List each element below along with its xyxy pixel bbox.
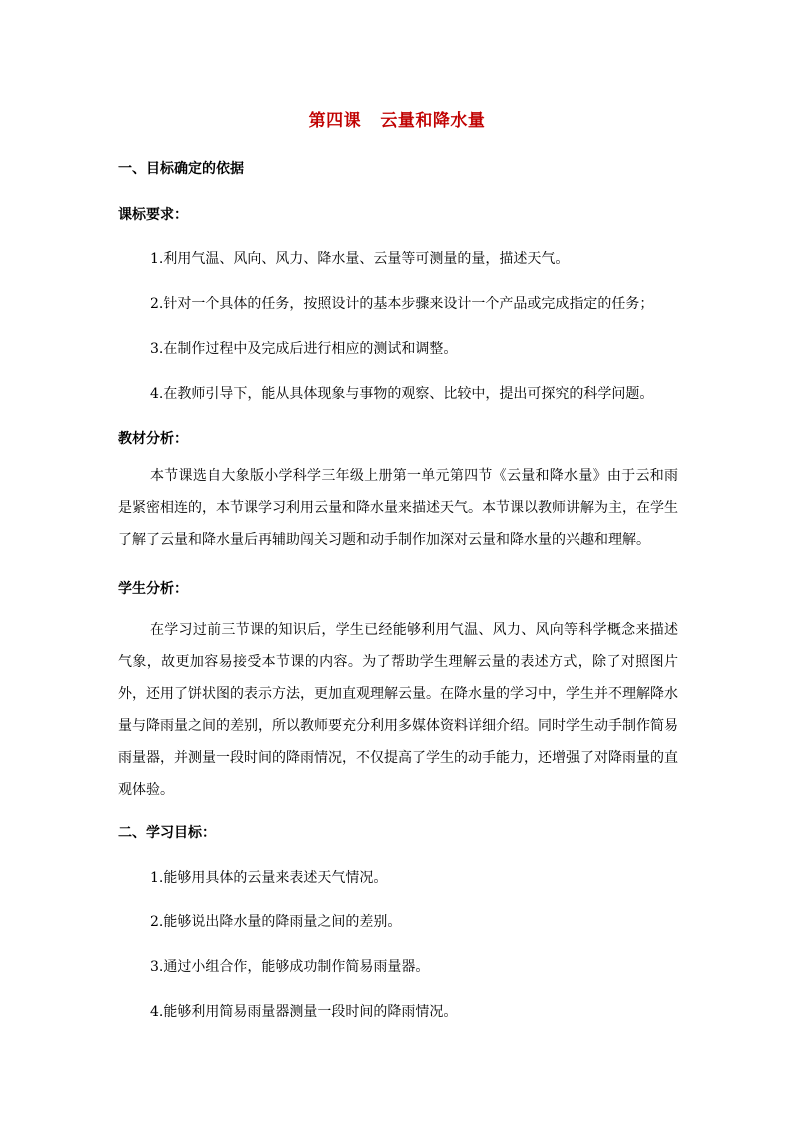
curriculum-item-4: 4.在教师引导下，能从具体现象与事物的观察、比较中，提出可探究的科学问题。 — [150, 386, 654, 402]
curriculum-heading: 课标要求： — [118, 207, 188, 223]
objective-item-4: 4.能够利用简易雨量器测量一段时间的降雨情况。 — [150, 1004, 458, 1020]
document-title: 第四课 云量和降水量 — [308, 111, 486, 131]
student-analysis-paragraph: 在学习过前三节课的知识后，学生已经能够利用气温、风力、风向等科学概念来描述气象，故更加容易接受本节课的内容。为了帮助学生理解云量的表述方式，除了对照图片外，还用了饼状图的表示方法，更加直观理解云量。在降水量的学习中，学生并不理解降水量与降雨量之间的差别，所以教师要充分利用多媒体资料详细介绍。同时学生动手制作简易雨量器，并测量一段时间的降雨情况，不仅提高了学生的动手能力，还增强了对降雨量的直观体验。 — [118, 622, 678, 798]
curriculum-item-1: 1.利用气温、风向、风力、降水量、云量等可测量的量，描述天气。 — [150, 251, 570, 267]
learning-objectives-heading: 二、学习目标： — [118, 825, 216, 841]
curriculum-item-2: 2.针对一个具体的任务，按照设计的基本步骤来设计一个产品或完成指定的任务； — [150, 296, 654, 312]
objective-item-1: 1.能够用具体的云量来表述天气情况。 — [150, 870, 388, 886]
textbook-analysis-heading: 教材分析： — [118, 431, 188, 447]
curriculum-item-3: 3.在制作过程中及完成后进行相应的测试和调整。 — [150, 341, 458, 357]
textbook-analysis-paragraph: 本节课选自大象版小学科学三年级上册第一单元第四节《云量和降水量》由于云和雨是紧密相连的，本节课学习利用云量和降水量来描述天气。本节课以教师讲解为主，在学生了解了云量和降水量后再辅助闯关习题和动手制作加深对云量和降水量的兴趣和理解。 — [118, 468, 678, 548]
objective-item-2: 2.能够说出降水量的降雨量之间的差别。 — [150, 914, 402, 930]
section-heading-basis: 一、目标确定的依据 — [118, 161, 244, 177]
objective-item-3: 3.通过小组合作，能够成功制作简易雨量器。 — [150, 959, 430, 975]
student-analysis-heading: 学生分析： — [118, 581, 188, 597]
